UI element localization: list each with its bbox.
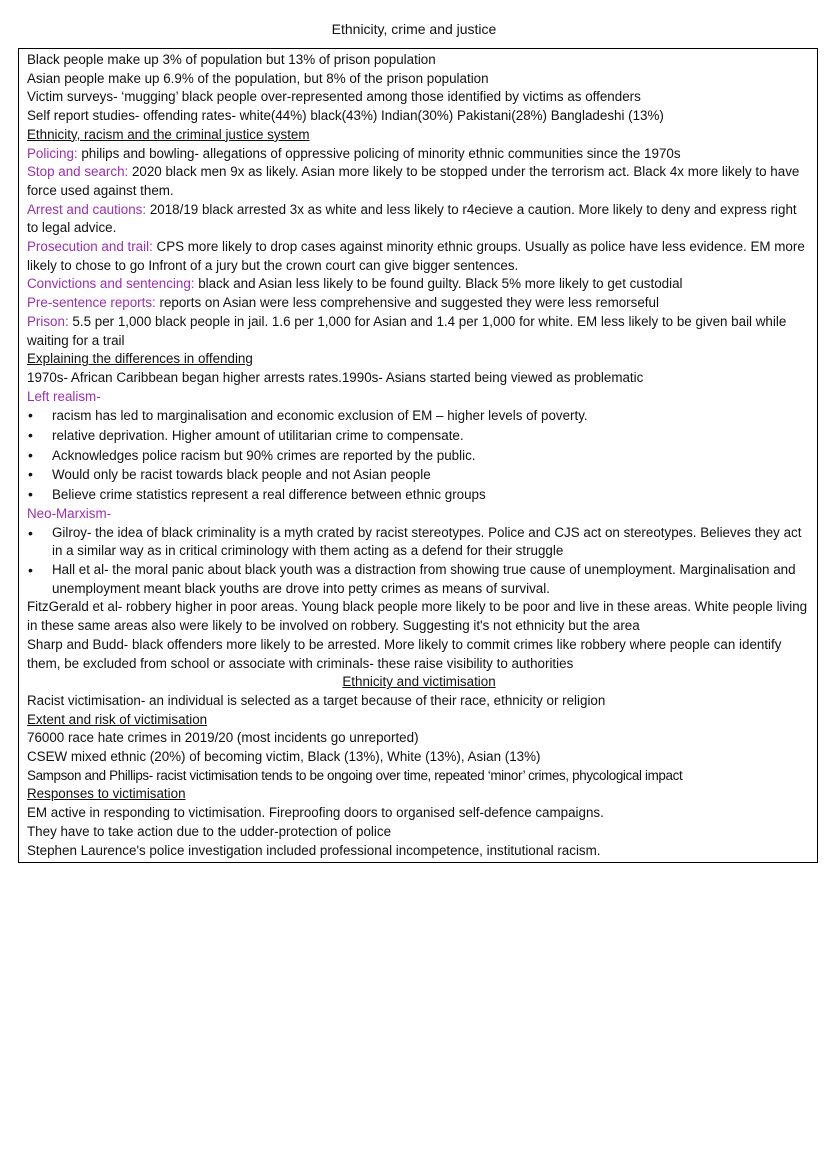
- list-item: • Would only be racist towards black people and not Asian people: [27, 465, 811, 485]
- cjs-label: Policing:: [27, 145, 78, 161]
- extent-line: 76000 race hate crimes in 2019/20 (most incidents go unreported): [27, 730, 419, 746]
- extent-line: Sampson and Phillips- racist victimisation tends to be ongoing over time, repeated ‘minor’ crimes, phycological impact: [27, 767, 683, 783]
- cjs-label: Prosecution and trail:: [27, 239, 153, 255]
- cjs-text: reports on Asian were less comprehensive and suggested they were less remorseful: [155, 295, 659, 311]
- neo-marxism-label: Neo-Marxism-: [27, 505, 112, 521]
- list-item: • racism has led to marginalisation and economic exclusion of EM – higher levels of poverty.: [27, 406, 811, 426]
- cjs-label: Convictions and sentencing:: [27, 276, 195, 292]
- intro-line: Black people make up 3% of population but 13% of prison population: [27, 52, 436, 67]
- list-item: • Gilroy- the idea of black criminality is a myth crated by racist stereotypes. Police and CJS act on stereotypes. Believes they act in a similar way as in critical criminology with them acting as a defend for their struggle: [27, 524, 811, 561]
- cjs-item: [27, 275, 811, 294]
- cjs-text: 5.5 per 1,000 black people in jail. 1.6 per 1,000 for Asian and 1.4 per 1,000 for white. EM less likely to be given bail while waiting for a trail: [27, 313, 787, 348]
- cjs-item: [27, 238, 811, 275]
- list-item: • Hall et al- the moral panic about black youth was a distraction from showing true cause of unemployment. Marginalisation and unemployment meant black youths are drove into petty crimes as means of survival.: [27, 561, 811, 598]
- cjs-text: black and Asian less likely to be found guilty. Black 5% more likely to get custodial: [194, 276, 683, 292]
- cjs-label: Stop and search:: [27, 164, 129, 180]
- cjs-item: [27, 313, 811, 350]
- section-heading-victimisation: Ethnicity and victimisation: [342, 674, 496, 690]
- responses-line: They have to take action due to the udder-protection of police: [27, 823, 392, 839]
- victimisation-definition: Racist victimisation- an individual is selected as a target because of their race, ethnicity or religion: [27, 692, 606, 708]
- responses-line: EM active in responding to victimisation. Fireproofing doors to organised self-defence campaigns.: [27, 805, 604, 821]
- intro-line: Asian people make up 6.9% of the population, but 8% of the prison population: [27, 70, 489, 86]
- intro-line: Self report studies- offending rates- white(44%) black(43%) Indian(30%) Pakistani(28%) Bangladeshi (13%): [27, 108, 664, 124]
- section-heading-cjs: Ethnicity, racism and the criminal justice system: [27, 126, 310, 142]
- notes-box: [18, 48, 818, 863]
- list-item: • relative deprivation. Higher amount of utilitarian crime to compensate.: [27, 426, 811, 446]
- list-item: • Believe crime statistics represent a real difference between ethnic groups: [27, 485, 811, 505]
- cjs-item: [27, 145, 811, 164]
- document-title: Ethnicity, crime and justice: [331, 21, 497, 37]
- neo-marxism-list: [27, 524, 811, 599]
- cjs-label: Prison:: [27, 313, 69, 329]
- differences-text: 1970s- African Caribbean began higher arrests rates.1990s- Asians started being viewed as problematic: [27, 369, 644, 385]
- cjs-text: CPS more likely to drop cases against minority ethnic groups. Usually as police have less evidence. EM more likely to chose to go Infront of a jury but the crown court can give bigger sentences.: [27, 239, 805, 273]
- cjs-item: [27, 163, 811, 200]
- section-heading-differences: Explaining the differences in offending: [27, 351, 253, 367]
- section-heading-extent: Extent and risk of victimisation: [27, 711, 208, 727]
- left-realism-label: Left realism-: [27, 388, 101, 404]
- cjs-text: 2018/19 black arrested 3x as white and less likely to r4ecieve a caution. More likely to deny and express right to legal advice.: [27, 201, 797, 236]
- cjs-item: [27, 294, 811, 313]
- cjs-item: [27, 201, 811, 238]
- responses-line: Stephen Laurence's police investigation included professional incompetence, institutional racism.: [27, 842, 601, 858]
- extent-line: CSEW mixed ethnic (20%) of becoming victim, Black (13%), White (13%), Asian (13%): [27, 749, 541, 765]
- intro-line: Victim surveys- ‘mugging’ black people over-represented among those identified by victims as offenders: [27, 89, 641, 105]
- cjs-text: philips and bowling- allegations of oppressive policing of minority ethnic communities since the 1970s: [77, 145, 681, 161]
- left-realism-list: [27, 406, 811, 505]
- fitzgerald-paragraph: FitzGerald et al- robbery higher in poor areas. Young black people more likely to be poor and live in these areas. White people living in these same areas also were likely to be involved on robbery. Suggesting it's not ethnicity but the area: [27, 599, 808, 634]
- section-heading-responses: Responses to victimisation: [27, 786, 186, 802]
- cjs-label: Arrest and cautions:: [27, 201, 147, 217]
- cjs-label: Pre-sentence reports:: [27, 295, 156, 311]
- list-item: • Acknowledges police racism but 90% crimes are reported by the public.: [27, 446, 811, 466]
- cjs-text: 2020 black men 9x as likely. Asian more likely to be stopped under the terrorism act. Black 4x more likely to have force used against them.: [27, 164, 800, 198]
- sharp-budd-paragraph: Sharp and Budd- black offenders more likely to be arrested. More likely to commit crimes like robbery where people can identify them, be excluded from school or associate with criminals- these raise visibility to authorities: [27, 636, 782, 671]
